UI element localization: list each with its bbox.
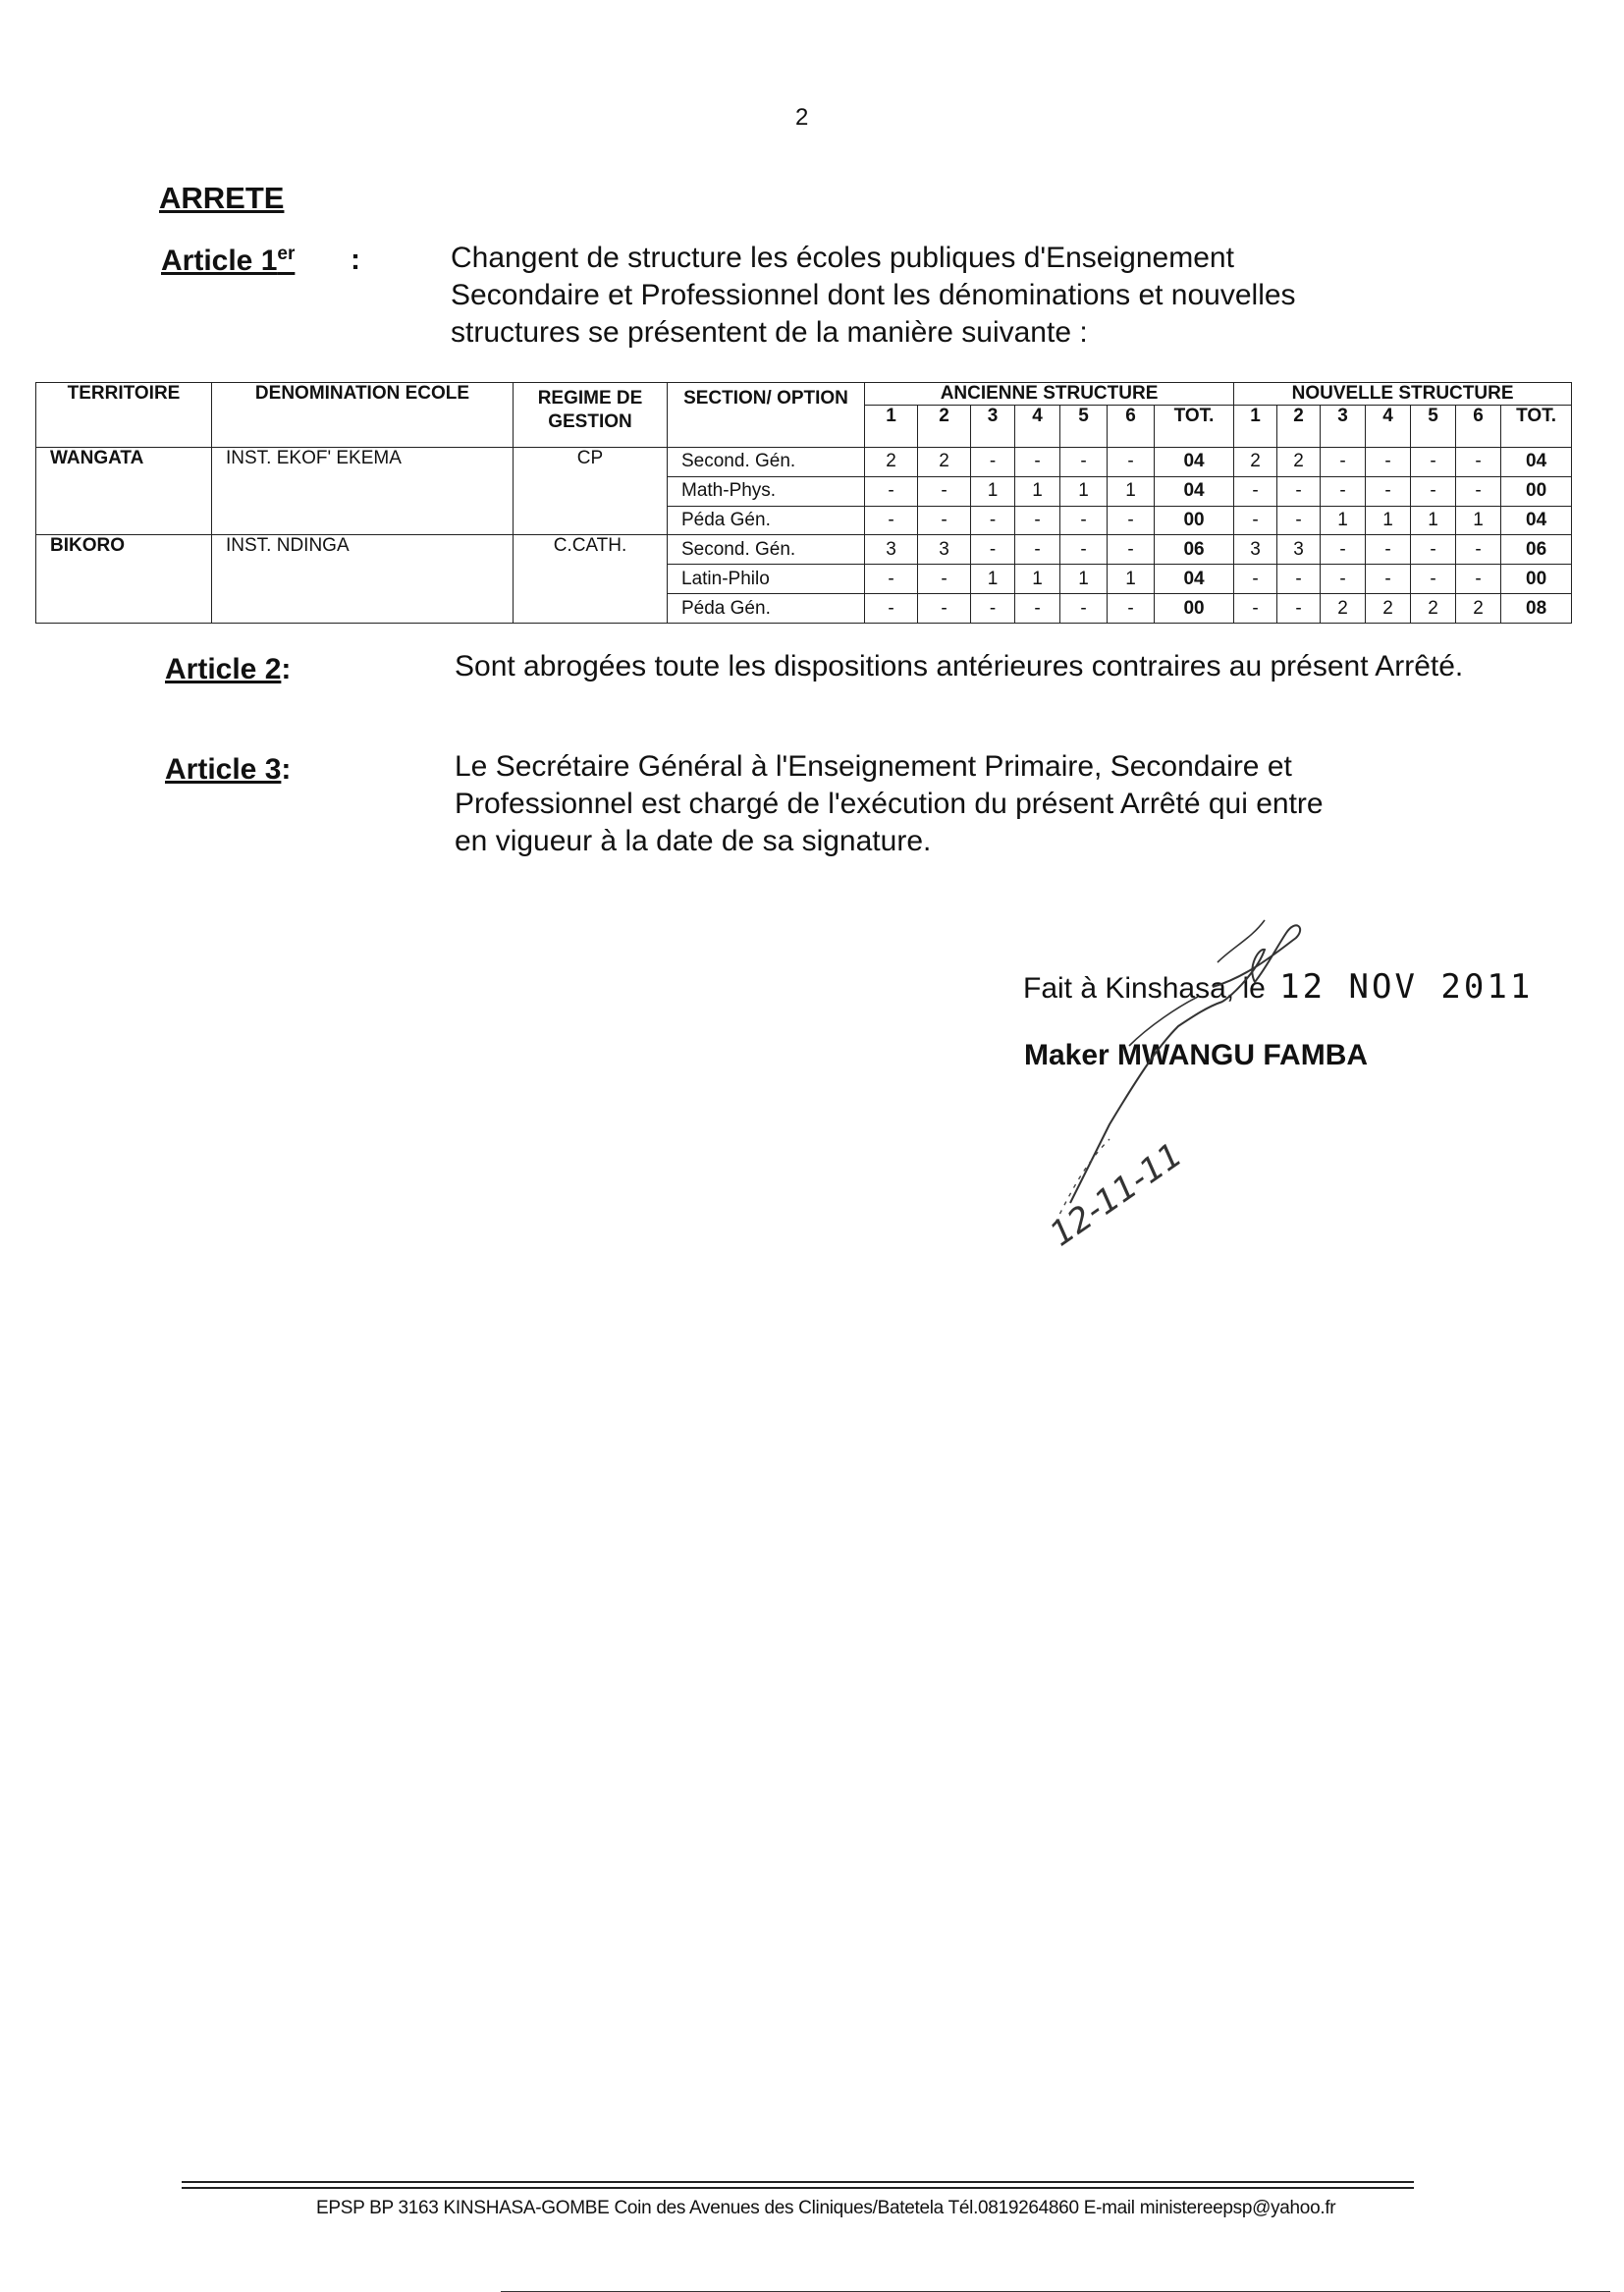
nouvelle-col-header: 5 bbox=[1411, 406, 1456, 448]
header-territoire: TERRITOIRE bbox=[36, 383, 212, 448]
cell-ancienne-class: - bbox=[971, 594, 1015, 624]
header-section: SECTION/ OPTION bbox=[668, 383, 865, 448]
cell-ancienne-class: - bbox=[1108, 506, 1155, 535]
article-3-line: en vigueur à la date de sa signature. bbox=[455, 825, 932, 857]
cell-nouvelle-class: - bbox=[1366, 565, 1411, 594]
cell-nouvelle-class: - bbox=[1321, 565, 1366, 594]
cell-ancienne-class: 1 bbox=[1015, 565, 1060, 594]
cell-nouvelle-class: - bbox=[1234, 476, 1277, 506]
cell-nouvelle-total: 00 bbox=[1501, 476, 1572, 506]
signer-name: Maker MWANGU FAMBA bbox=[1024, 1039, 1369, 1071]
cell-nouvelle-class: - bbox=[1411, 565, 1456, 594]
cell-ancienne-class: - bbox=[1108, 594, 1155, 624]
cell-ancienne-class: 1 bbox=[971, 476, 1015, 506]
article-3-label bbox=[165, 753, 291, 787]
cell-nouvelle-class: 2 bbox=[1366, 594, 1411, 624]
cell-ancienne-total: 00 bbox=[1155, 506, 1234, 535]
cell-nouvelle-class: - bbox=[1366, 448, 1411, 477]
cell-nouvelle-class: - bbox=[1411, 448, 1456, 477]
cell-nouvelle-class: - bbox=[1277, 506, 1321, 535]
cell-nouvelle-class: - bbox=[1366, 535, 1411, 565]
cell-ancienne-class: - bbox=[865, 476, 918, 506]
cell-nouvelle-class: - bbox=[1366, 476, 1411, 506]
cell-ancienne-class: - bbox=[1060, 594, 1108, 624]
article-1-label-sup: er bbox=[277, 244, 296, 264]
cell-nouvelle-class: - bbox=[1321, 476, 1366, 506]
article-1-label-text: Article 1 bbox=[161, 245, 278, 277]
cell-ancienne-class: 1 bbox=[1060, 476, 1108, 506]
cell-nouvelle-class: 3 bbox=[1234, 535, 1277, 565]
header-denomination: DENOMINATION ECOLE bbox=[212, 383, 514, 448]
header-ancienne-structure: ANCIENNE STRUCTURE bbox=[865, 383, 1234, 406]
cell-option: Péda Gén. bbox=[668, 594, 865, 624]
article-1-colon: : bbox=[351, 244, 360, 276]
cell-nouvelle-total: 06 bbox=[1501, 535, 1572, 565]
article-2-label-text: Article 2 bbox=[165, 653, 282, 685]
ancienne-col-header: 4 bbox=[1015, 406, 1060, 448]
cell-nouvelle-class: 1 bbox=[1456, 506, 1501, 535]
article-3-text bbox=[455, 748, 1476, 860]
nouvelle-col-header: 6 bbox=[1456, 406, 1501, 448]
cell-option: Latin-Philo bbox=[668, 565, 865, 594]
cell-regime: C.CATH. bbox=[514, 535, 668, 624]
cell-nouvelle-total: 08 bbox=[1501, 594, 1572, 624]
article-3-colon: : bbox=[281, 753, 292, 786]
cell-nouvelle-class: 3 bbox=[1277, 535, 1321, 565]
article-1-line: Changent de structure les écoles publiques d'Enseignement bbox=[451, 242, 1234, 274]
decree-heading: ARRETE bbox=[159, 181, 285, 215]
article-1-line: structures se présentent de la manière suivante : bbox=[451, 316, 1088, 349]
cell-ancienne-class: 1 bbox=[971, 565, 1015, 594]
article-3-line: Le Secrétaire Général à l'Enseignement Primaire, Secondaire et bbox=[455, 750, 1292, 783]
footer-rule-top bbox=[182, 2181, 1414, 2183]
cell-ancienne-class: - bbox=[865, 506, 918, 535]
cell-nouvelle-class: - bbox=[1277, 476, 1321, 506]
cell-ancienne-class: 1 bbox=[1108, 565, 1155, 594]
cell-ancienne-class: 1 bbox=[1015, 476, 1060, 506]
cell-option: Second. Gén. bbox=[668, 535, 865, 565]
article-2-text: Sont abrogées toute les dispositions antérieures contraires au présent Arrêté. bbox=[455, 650, 1464, 682]
nouvelle-col-header: 2 bbox=[1277, 406, 1321, 448]
cell-ancienne-class: 3 bbox=[918, 535, 971, 565]
cell-nouvelle-class: 2 bbox=[1277, 448, 1321, 477]
cell-nouvelle-class: 2 bbox=[1234, 448, 1277, 477]
signature-place-text: Fait à Kinshasa, le bbox=[1023, 972, 1266, 1005]
cell-nouvelle-class: 2 bbox=[1411, 594, 1456, 624]
cell-nouvelle-class: - bbox=[1277, 594, 1321, 624]
article-1-text bbox=[451, 240, 1472, 352]
cell-ancienne-class: 2 bbox=[918, 448, 971, 477]
handwritten-signature bbox=[1001, 908, 1473, 1291]
cell-nouvelle-class: - bbox=[1234, 506, 1277, 535]
signature-date-stamp: 12 NOV 2011 bbox=[1279, 967, 1534, 1007]
ancienne-col-header: 3 bbox=[971, 406, 1015, 448]
cell-nouvelle-class: - bbox=[1321, 448, 1366, 477]
cell-nouvelle-class: - bbox=[1411, 476, 1456, 506]
header-regime: REGIME DE GESTION bbox=[514, 383, 668, 448]
cell-nouvelle-total: 04 bbox=[1501, 448, 1572, 477]
ancienne-col-header: 1 bbox=[865, 406, 918, 448]
cell-nouvelle-class: - bbox=[1456, 565, 1501, 594]
article-2-colon: : bbox=[281, 653, 292, 685]
cell-nouvelle-total: 00 bbox=[1501, 565, 1572, 594]
cell-nouvelle-class: 2 bbox=[1321, 594, 1366, 624]
cell-nouvelle-class: - bbox=[1234, 594, 1277, 624]
cell-nouvelle-class: - bbox=[1234, 565, 1277, 594]
cell-nouvelle-class: 1 bbox=[1321, 506, 1366, 535]
cell-ancienne-class: - bbox=[1108, 535, 1155, 565]
nouvelle-col-header: 3 bbox=[1321, 406, 1366, 448]
cell-ancienne-total: 04 bbox=[1155, 448, 1234, 477]
cell-nouvelle-total: 04 bbox=[1501, 506, 1572, 535]
cell-ancienne-class: - bbox=[918, 594, 971, 624]
cell-ancienne-class: - bbox=[865, 594, 918, 624]
cell-nouvelle-class: - bbox=[1411, 535, 1456, 565]
cell-nouvelle-class: - bbox=[1456, 476, 1501, 506]
cell-ancienne-total: 04 bbox=[1155, 476, 1234, 506]
cell-ancienne-class: - bbox=[865, 565, 918, 594]
cell-ancienne-class: - bbox=[971, 448, 1015, 477]
article-1-line: Secondaire et Professionnel dont les dénominations et nouvelles bbox=[451, 279, 1296, 311]
cell-nouvelle-class: 1 bbox=[1411, 506, 1456, 535]
article-3-label-text: Article 3 bbox=[165, 753, 282, 786]
school-structure-table bbox=[35, 382, 1572, 624]
cell-ancienne-class: - bbox=[1015, 448, 1060, 477]
article-2-label bbox=[165, 653, 291, 686]
nouvelle-col-header: TOT. bbox=[1501, 406, 1572, 448]
cell-ancienne-class: - bbox=[1015, 594, 1060, 624]
cell-regime: CP bbox=[514, 448, 668, 535]
article-3-line: Professionnel est chargé de l'exécution du présent Arrêté qui entre bbox=[455, 788, 1324, 820]
cell-denomination: INST. NDINGA bbox=[212, 535, 514, 624]
footer-rule-bottom bbox=[182, 2187, 1414, 2189]
cell-ancienne-class: 1 bbox=[1060, 565, 1108, 594]
cell-option: Péda Gén. bbox=[668, 506, 865, 535]
cell-nouvelle-class: 1 bbox=[1366, 506, 1411, 535]
table-row bbox=[36, 535, 1572, 565]
cell-nouvelle-class: - bbox=[1321, 535, 1366, 565]
handwritten-date: 12-11-11 bbox=[1043, 1135, 1190, 1255]
cell-option: Math-Phys. bbox=[668, 476, 865, 506]
ancienne-col-header: 2 bbox=[918, 406, 971, 448]
table-row bbox=[36, 448, 1572, 477]
cell-ancienne-class: - bbox=[1015, 506, 1060, 535]
cell-ancienne-class: - bbox=[971, 506, 1015, 535]
cell-ancienne-total: 06 bbox=[1155, 535, 1234, 565]
header-nouvelle-structure: NOUVELLE STRUCTURE bbox=[1234, 383, 1572, 406]
cell-denomination: INST. EKOF' EKEMA bbox=[212, 448, 514, 535]
cell-ancienne-class: - bbox=[918, 506, 971, 535]
ancienne-col-header: TOT. bbox=[1155, 406, 1234, 448]
cell-ancienne-class: 3 bbox=[865, 535, 918, 565]
cell-ancienne-class: - bbox=[1108, 448, 1155, 477]
nouvelle-col-header: 4 bbox=[1366, 406, 1411, 448]
ancienne-col-header: 6 bbox=[1108, 406, 1155, 448]
nouvelle-col-header: 1 bbox=[1234, 406, 1277, 448]
cell-territoire: BIKORO bbox=[36, 535, 212, 624]
cell-nouvelle-class: 2 bbox=[1456, 594, 1501, 624]
footer-address: EPSP BP 3163 KINSHASA-GOMBE Coin des Avenues des Cliniques/Batetela Tél.0819264860 E-mail ministereepsp@yahoo.fr bbox=[316, 2198, 1336, 2218]
cell-territoire: WANGATA bbox=[36, 448, 212, 535]
cell-ancienne-class: - bbox=[971, 535, 1015, 565]
cell-ancienne-total: 00 bbox=[1155, 594, 1234, 624]
cell-option: Second. Gén. bbox=[668, 448, 865, 477]
table-header-row bbox=[36, 383, 1572, 406]
cell-ancienne-class: - bbox=[918, 565, 971, 594]
page-number: 2 bbox=[795, 104, 809, 131]
cell-ancienne-total: 04 bbox=[1155, 565, 1234, 594]
cell-ancienne-class: - bbox=[1015, 535, 1060, 565]
cell-ancienne-class: - bbox=[1060, 506, 1108, 535]
cell-ancienne-class: 1 bbox=[1108, 476, 1155, 506]
cell-nouvelle-class: - bbox=[1456, 535, 1501, 565]
cell-nouvelle-class: - bbox=[1456, 448, 1501, 477]
article-1-label bbox=[161, 244, 295, 278]
cell-nouvelle-class: - bbox=[1277, 565, 1321, 594]
cell-ancienne-class: - bbox=[1060, 535, 1108, 565]
ancienne-col-header: 5 bbox=[1060, 406, 1108, 448]
cell-ancienne-class: - bbox=[1060, 448, 1108, 477]
cell-ancienne-class: 2 bbox=[865, 448, 918, 477]
cell-ancienne-class: - bbox=[918, 476, 971, 506]
